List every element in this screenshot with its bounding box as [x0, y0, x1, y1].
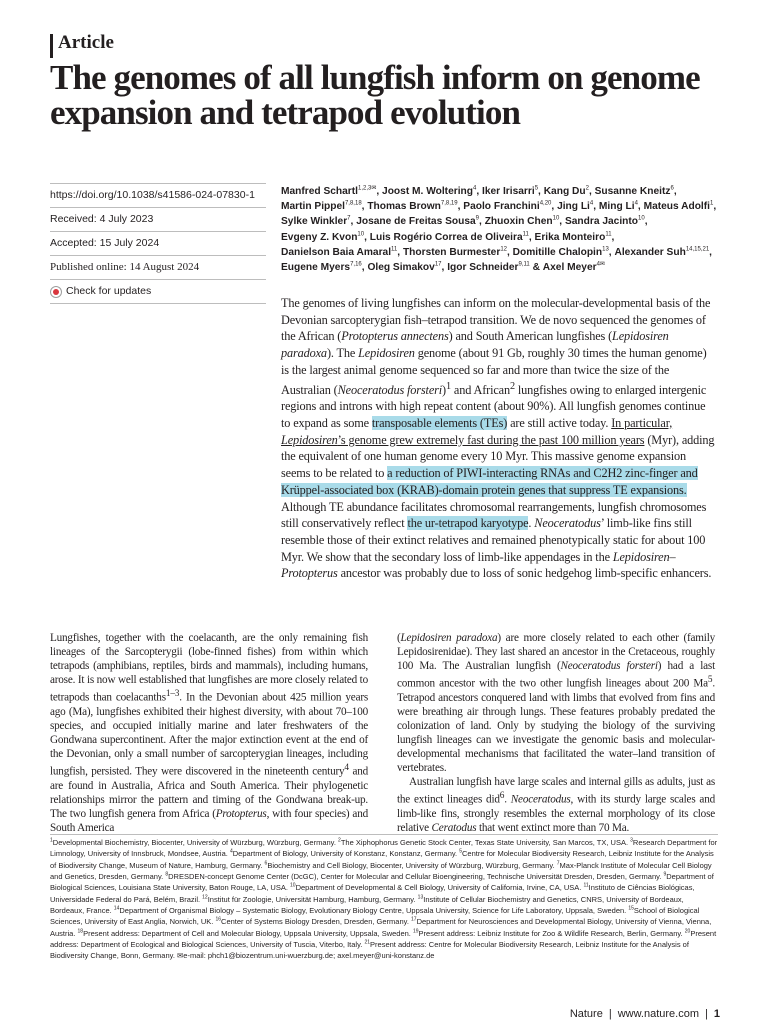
author-name[interactable]	[513, 247, 615, 258]
affiliation-text: Department of Biological Sciences, Louisiana State University, Baton Rouge, LA, USA.	[50, 872, 714, 893]
abstract-text: and African	[450, 382, 510, 397]
author-name[interactable]	[281, 186, 382, 197]
author-name-text: Luis Rogério Correa de Oliveira	[369, 231, 523, 243]
body-text: ) had a last common ancestor with the two other lungfish lineages about 200 Ma	[397, 660, 715, 690]
highlight-annotation[interactable]: the ur-tetrapod karyotype	[407, 516, 529, 531]
author-name[interactable]	[482, 186, 544, 197]
body-paragraph	[397, 775, 715, 835]
author-separator: ,	[350, 216, 357, 228]
abstract-text: genome (about 91 Gb, roughly 30 times the human genome) is the largest animal genome sequenced so far and more than twice the size of the Australian (	[281, 346, 707, 397]
affiliation-number: 5	[459, 848, 463, 855]
author-name-text: Josane de Freitas Sousa	[356, 216, 476, 228]
affiliation-number: 4	[229, 848, 233, 855]
author-name-text: Jing Li	[557, 201, 590, 213]
species-name: Lepidosiren paradoxa	[281, 329, 669, 361]
author-name[interactable]	[356, 216, 485, 227]
page-number: 1	[713, 1008, 720, 1020]
author-separator: ,	[713, 201, 717, 213]
affiliation-ref: 11	[391, 246, 398, 253]
author-separator: ,	[673, 186, 677, 197]
affiliation-text: Instituto de Ciências Biológicas, Universidade Federal do Pará, Belém, Brazil.	[50, 883, 695, 904]
author-name-text: Axel Meyer	[542, 262, 597, 274]
citation-ref[interactable]: 1–3	[165, 689, 180, 700]
author-separator: ,	[479, 216, 485, 228]
author-name[interactable]	[644, 201, 717, 212]
author-separator: ,	[364, 231, 370, 243]
affiliation-number: 12	[202, 894, 208, 901]
affiliation-text: Department of Biology, University of Konstanz, Konstanz, Germany.	[232, 849, 460, 859]
footer-separator: |	[608, 1008, 612, 1020]
affiliation-ref: 4✉	[596, 261, 605, 268]
body-text: . In the Devonian about 425 million years ago (Ma), lungfishes exhibited their highest diversity, with about 70–100 species, and occupied initially marine and later freshwaters of the Gondwana supercontinent. After the major extinction event at the end of the Devonian, only a small number of sarcopterygian lineages, including lungfish, persisted. They were discovered in the nineteenth century	[50, 691, 369, 778]
author-separator: ,	[644, 216, 648, 228]
affiliation-ref: 9,11	[518, 261, 530, 268]
author-name-text: Oleg Simakov	[367, 262, 435, 274]
affiliation-text: School of Biological Sciences, University of East Anglia, Norwich, UK.	[50, 906, 700, 927]
footer-separator: |	[705, 1008, 708, 1020]
body-text: and are found in Australia, Africa and South America. Their phylogenetic relationships mirror the pattern and timing of the Gondwana break-up. The two lungfish genera from Africa (	[50, 765, 368, 821]
author-name-text: Erika Monteiro	[534, 231, 606, 243]
affiliation-ref: 9	[475, 216, 480, 223]
affiliation-ref: 10	[552, 216, 560, 223]
author-name[interactable]	[281, 216, 356, 227]
author-name-text: Manfred Schartl	[281, 186, 358, 197]
affiliation-ref: 13	[602, 246, 609, 253]
author-name[interactable]	[463, 201, 557, 212]
affiliation-text: Institut für Zoologie, Universität Hamburg, Hamburg, Germany.	[207, 894, 418, 904]
species-name: Neoceratodus forsteri	[337, 382, 443, 397]
affiliation-text: Institute of Cellular Biochemistry and Genetics, CNRS, University of Bordeaux, Bordeaux, France.	[50, 894, 684, 916]
affiliation-ref: 7,16	[350, 261, 362, 268]
abstract-text: ). The	[326, 346, 359, 361]
affiliation-text: Present address: Department of Cell and Molecular Biology, Uppsala University, Uppsala, Sweden.	[83, 928, 413, 938]
affiliation-text: The Xiphophorus Genetic Stock Center, Texas State University, San Marcos, TX, USA.	[340, 838, 631, 847]
affiliation-ref: 4	[472, 185, 477, 192]
affiliations-footnotes	[50, 837, 720, 962]
affiliation-ref: 7,8,19	[440, 200, 458, 207]
affiliation-text: DRESDEN-concept Genome Center (DcGC), Center for Molecular and Cellular Bioengineering, Technische Universität Dresden, Dresden, Germany.	[168, 872, 664, 882]
body-text: ) are more closely related to each other (family Lepidosirenidae). They last shared an ancestor in the Cretaceous, roughly 100 Ma. The Australian lungfish (	[397, 632, 716, 673]
affiliation-text: Developmental Biochemistry, Biocenter, University of Würzburg, Würzburg, Germany.	[52, 838, 339, 847]
author-name-text: Danielson Baia Amaral	[281, 246, 392, 258]
affiliation-ref: 11	[605, 231, 612, 238]
abstract-text: (Myr), adding the equivalent of one human genome every 10 Myr. This massive genome expansion seems to be related to	[281, 432, 715, 481]
abstract-text: ’ limb-like fins still resemble those of their extinct relatives and remained phenotypically static for about 100 Myr. We show that the secondary loss of limb-like appendages in the	[281, 516, 706, 564]
genus-name: Ceratodus	[431, 822, 477, 835]
affiliation-number: 21	[364, 939, 371, 946]
author-name[interactable]	[544, 186, 595, 197]
author-name[interactable]	[599, 201, 644, 212]
affiliation-number: 15	[628, 905, 634, 912]
affiliation-text: Center of Systems Biology Dresden, Dresden, Germany.	[221, 917, 411, 927]
author-name-text: Eugene Myers	[281, 262, 351, 274]
author-separator: ,	[476, 186, 482, 197]
author-name[interactable]	[370, 232, 535, 243]
affiliation-ref: 12	[500, 246, 507, 253]
author-name[interactable]	[614, 247, 712, 258]
affiliation-ref: 7	[347, 216, 351, 223]
author-separator: ,	[559, 216, 565, 228]
citation-ref[interactable]: 5	[707, 675, 713, 686]
body-column-right	[397, 631, 715, 835]
author-name[interactable]	[403, 247, 513, 258]
abstract-text: )	[442, 382, 446, 397]
article-title: The genomes of all lungfish inform on genome expansion and tetrapod evolution	[50, 58, 700, 132]
affiliation-text: Present address: Leibniz Institute for Zoo & Wildlife Research, Berlin, Germany.	[418, 928, 685, 938]
author-name[interactable]	[281, 201, 367, 212]
author-name[interactable]	[557, 201, 599, 212]
author-name-text: Evgeny Z. Kvon	[281, 231, 358, 243]
affiliation-text: Max-Planck Institute of Molecular Cell Biology and Genetics, Dresden, Germany.	[50, 860, 712, 882]
author-separator: ,	[538, 186, 544, 197]
author-name-text: Mateus Adolfi	[643, 201, 710, 213]
affiliation-number: 2	[338, 837, 341, 844]
author-separator: ,	[611, 231, 615, 243]
author-name-text: Ming Li	[598, 201, 635, 213]
affiliation-number: 14	[113, 905, 120, 912]
check-for-updates-label: Check for updates	[66, 285, 152, 297]
author-name-text: Domitille Chalopin	[512, 246, 603, 258]
author-separator: ,	[637, 201, 644, 213]
author-name-text: Iker Irisarri	[482, 186, 535, 197]
author-name-text: Thomas Brown	[367, 201, 441, 213]
citation-ref[interactable]: 1	[446, 380, 451, 392]
affiliation-number: 13	[417, 894, 424, 901]
author-separator: ,	[507, 246, 513, 258]
underlined-text: In particular,	[611, 416, 673, 431]
abstract-text: ancestor was probably due to loss of sonic hedgehog limb-specific enhancers.	[337, 566, 712, 581]
affiliation-ref: 1,2,3✉	[358, 185, 377, 192]
author-separator: ,	[528, 231, 535, 243]
author-separator: ,	[361, 262, 368, 274]
author-separator: ,	[397, 246, 403, 258]
body-text: that went extinct more than 70 Ma.	[476, 822, 630, 835]
author-separator: ,	[361, 201, 368, 213]
genus-name: Neoceratodus	[534, 516, 601, 531]
affiliation-ref: 2	[585, 185, 589, 192]
affiliation-text: Department of Organismal Biology – Systematic Biology, Evolutionary Biology Centre, Uppsala University, Science for Life Laboratory, Uppsala, Sweden.	[119, 906, 629, 916]
author-name-text: Joost M. Woltering	[382, 186, 473, 197]
affiliation-text: Present address: Department of Ecological and Biological Sciences, University of Tuscia, Viterbo, Italy.	[50, 928, 717, 950]
author-separator: &	[529, 262, 543, 274]
affiliation-number: 17	[411, 916, 417, 923]
author-name-text: Sylke Winkler	[281, 216, 348, 228]
author-separator: ,	[608, 246, 615, 258]
author-name[interactable]	[382, 186, 482, 197]
body-text: .	[504, 793, 511, 806]
affiliation-number: 19	[412, 928, 419, 935]
affiliation-number: 10	[290, 882, 296, 889]
journal-name: Nature	[569, 1008, 603, 1020]
affiliation-ref: 10	[638, 216, 645, 223]
affiliation-number: 8	[165, 871, 169, 878]
article-type-rule	[50, 34, 53, 58]
author-separator: ,	[709, 246, 713, 258]
species-name: Lepidosiren paradoxa	[400, 632, 498, 644]
genus-name: Lepidosiren–Protopterus	[281, 549, 676, 581]
affiliation-ref: 6	[670, 185, 674, 192]
author-name[interactable]	[367, 201, 463, 212]
journal-url[interactable]: www.nature.com	[617, 1008, 700, 1020]
affiliation-ref: 4,20	[539, 200, 552, 207]
body-text: . Tetrapod ancestors conquered land with limbs that evolved from fins and were breathing air through lungs. These features probably predated the colonization of land. Only by studying the biology of the surviving lungfish lineages can we investigate the genomic basis and molecular-developmental mechanisms that facilitated the water–land transition of vertebrates.	[397, 677, 715, 775]
author-name[interactable]	[485, 216, 565, 227]
author-name[interactable]	[447, 262, 543, 273]
received-date: Received: 4 July 2023	[50, 208, 266, 232]
affiliation-ref: 10	[357, 231, 365, 238]
genus-name: Neoceratodus	[510, 793, 571, 806]
author-name[interactable]	[281, 232, 370, 243]
author-name[interactable]	[543, 262, 605, 273]
citation-ref[interactable]: 4	[344, 763, 349, 774]
author-name-text: Thorsten Burmester	[402, 246, 501, 258]
affiliation-ref: 7,8,18	[344, 200, 362, 207]
author-name[interactable]	[565, 216, 648, 227]
affiliation-number: 16	[215, 916, 222, 923]
affiliation-text: Centre for Molecular Biodiversity Research, Leibniz Institute for the Analysis of Biodiversity Change, Museum of Nature, Hamburg, Germany.	[50, 849, 714, 870]
body-paragraph	[397, 631, 715, 775]
article-type-label: Article	[58, 32, 114, 53]
check-for-updates-icon	[50, 286, 62, 298]
underlined-text: ’s genome grew extremely fast during the past 100 million years	[337, 432, 645, 447]
highlight-annotation[interactable]: a reduction of PIWI-interacting RNAs and C2H2 zinc-finger and Krüppel-associated box (KRAB)-domain protein genes that suppress TE expansions.	[281, 466, 698, 497]
affiliation-ref: 5	[534, 185, 539, 192]
author-name[interactable]	[535, 232, 615, 243]
author-name[interactable]	[281, 262, 367, 273]
author-separator: ,	[593, 201, 599, 213]
abstract-text: Although TE abundance facilitates chromosomal rearrangements, lungfish chromosomes still conservatively reflect	[281, 499, 707, 531]
body-text: (	[397, 632, 401, 644]
abstract-text: The genomes of living lungfishes can inform on the molecular-developmental basis of the Devonian sarcopterygian fish–tetrapod transition. We de novo sequenced the genomes of the African (	[281, 296, 711, 344]
affiliation-text: Department for Neurosciences and Developmental Biology, University of Vienna, Vienna, Austria.	[50, 917, 712, 938]
author-name-text: Susanne Kneitz	[594, 186, 671, 197]
author-name-text: Alexander Suh	[614, 246, 686, 258]
affiliation-ref: 14,15,21	[685, 246, 710, 253]
affiliation-text: Department of Developmental & Cell Biology, University of California, Irvine, CA, USA.	[295, 883, 584, 893]
genus-name: Protopterus	[215, 808, 267, 821]
published-date: Published online: 14 August 2024	[50, 256, 266, 280]
body-text: , with its sturdy large scales and limb-like fins, strongly resembles the external morphology of its close relative	[397, 793, 715, 835]
article-metadata	[50, 183, 266, 304]
affiliation-number: 11	[583, 882, 589, 889]
check-for-updates-button[interactable]	[50, 280, 266, 304]
affiliation-text: Present address: Centre for Molecular Biodiversity Research, Leibniz Institute for the Analysis of Biodiversity Change, Bonn, Germany.	[50, 940, 689, 961]
body-text: Lungfishes, together with the coelacanth, are the only remaining fish lineages of the Sarcopterygii (lobe-finned fishes) from within which tetrapods (amphibians, reptiles, birds and mammals), including humans, arose. It is now well established that lungfishes are more closely related to tetrapods than coelacanths	[50, 632, 368, 704]
affiliation-ref: 4	[589, 200, 594, 207]
author-separator: ,	[551, 201, 558, 213]
affiliation-number: 18	[77, 928, 84, 935]
abstract-text: lungfishes owing to enlarged intergenic regions and introns with high repeat content (about 90%). All lungfish genomes continue to expand as some	[281, 382, 707, 431]
citation-ref[interactable]: 6	[499, 791, 505, 802]
affiliation-ref: 4	[634, 200, 638, 207]
citation-ref[interactable]: 2	[509, 380, 515, 392]
affiliation-number: 6	[264, 860, 268, 867]
author-name-text: Sandra Jacinto	[564, 216, 639, 228]
affiliation-number: 3	[630, 837, 633, 844]
body-text: , with four species) and South America	[50, 808, 368, 835]
body-paragraph	[50, 631, 368, 835]
affiliation-number: 7	[556, 860, 560, 867]
species-name: Neoceratodus forsteri	[560, 660, 658, 673]
author-name-text: Paolo Franchini	[463, 201, 540, 213]
abstract-text: ) and South American lungfishes (	[448, 329, 613, 344]
author-separator: ,	[588, 186, 595, 197]
author-name-text: Martin Pippel	[281, 201, 345, 213]
author-separator: ,	[457, 201, 464, 213]
body-text: Australian lungfish have large scales and internal gills as adults, just as the extinct lineages did	[397, 776, 715, 806]
affiliation-number: 20	[684, 928, 691, 935]
author-name-text: Zhuoxin Chen	[484, 216, 553, 228]
author-name[interactable]	[595, 186, 677, 197]
affiliation-number: 9	[663, 871, 667, 878]
page-footer	[570, 1008, 720, 1020]
author-separator: ,	[376, 186, 383, 197]
author-name[interactable]	[367, 262, 447, 273]
abstract-text: .	[528, 516, 535, 531]
genus-name: Lepidosiren	[281, 432, 338, 447]
body-column-left	[50, 631, 368, 835]
affiliation-ref: 17	[434, 261, 442, 268]
affiliation-text: Biochemistry and Cell Biology, Biocenter, University of Würzburg, Würzburg, Germany.	[267, 860, 557, 870]
genus-name: Lepidosiren	[358, 346, 415, 361]
affiliation-number: 1	[50, 837, 53, 844]
author-separator: ,	[441, 262, 448, 274]
species-name: Protopterus annectens	[341, 329, 449, 344]
affiliation-text: Research Department for Limnology, University of Innsbruck, Mondsee, Austria.	[50, 838, 718, 859]
abstract	[281, 295, 717, 582]
author-name-text: Kang Du	[543, 186, 586, 197]
author-name[interactable]	[281, 247, 403, 258]
author-name-text: Igor Schneider	[447, 262, 519, 274]
author-list	[281, 184, 721, 275]
affiliation-ref: 11	[522, 231, 529, 238]
affiliation-ref: 1	[710, 200, 714, 207]
accepted-date: Accepted: 15 July 2024	[50, 232, 266, 256]
correspondence-email[interactable]: ✉e-mail: phch1@biozentrum.uni-wuerzburg.de; axel.meyer@uni-konstanz.de	[177, 951, 435, 961]
doi-link[interactable]: https://doi.org/10.1038/s41586-024-07830-1	[50, 183, 266, 208]
highlight-annotation[interactable]: transposable elements (TEs)	[371, 416, 508, 431]
footnote-divider	[50, 834, 718, 835]
abstract-text: are still active today.	[507, 416, 612, 431]
